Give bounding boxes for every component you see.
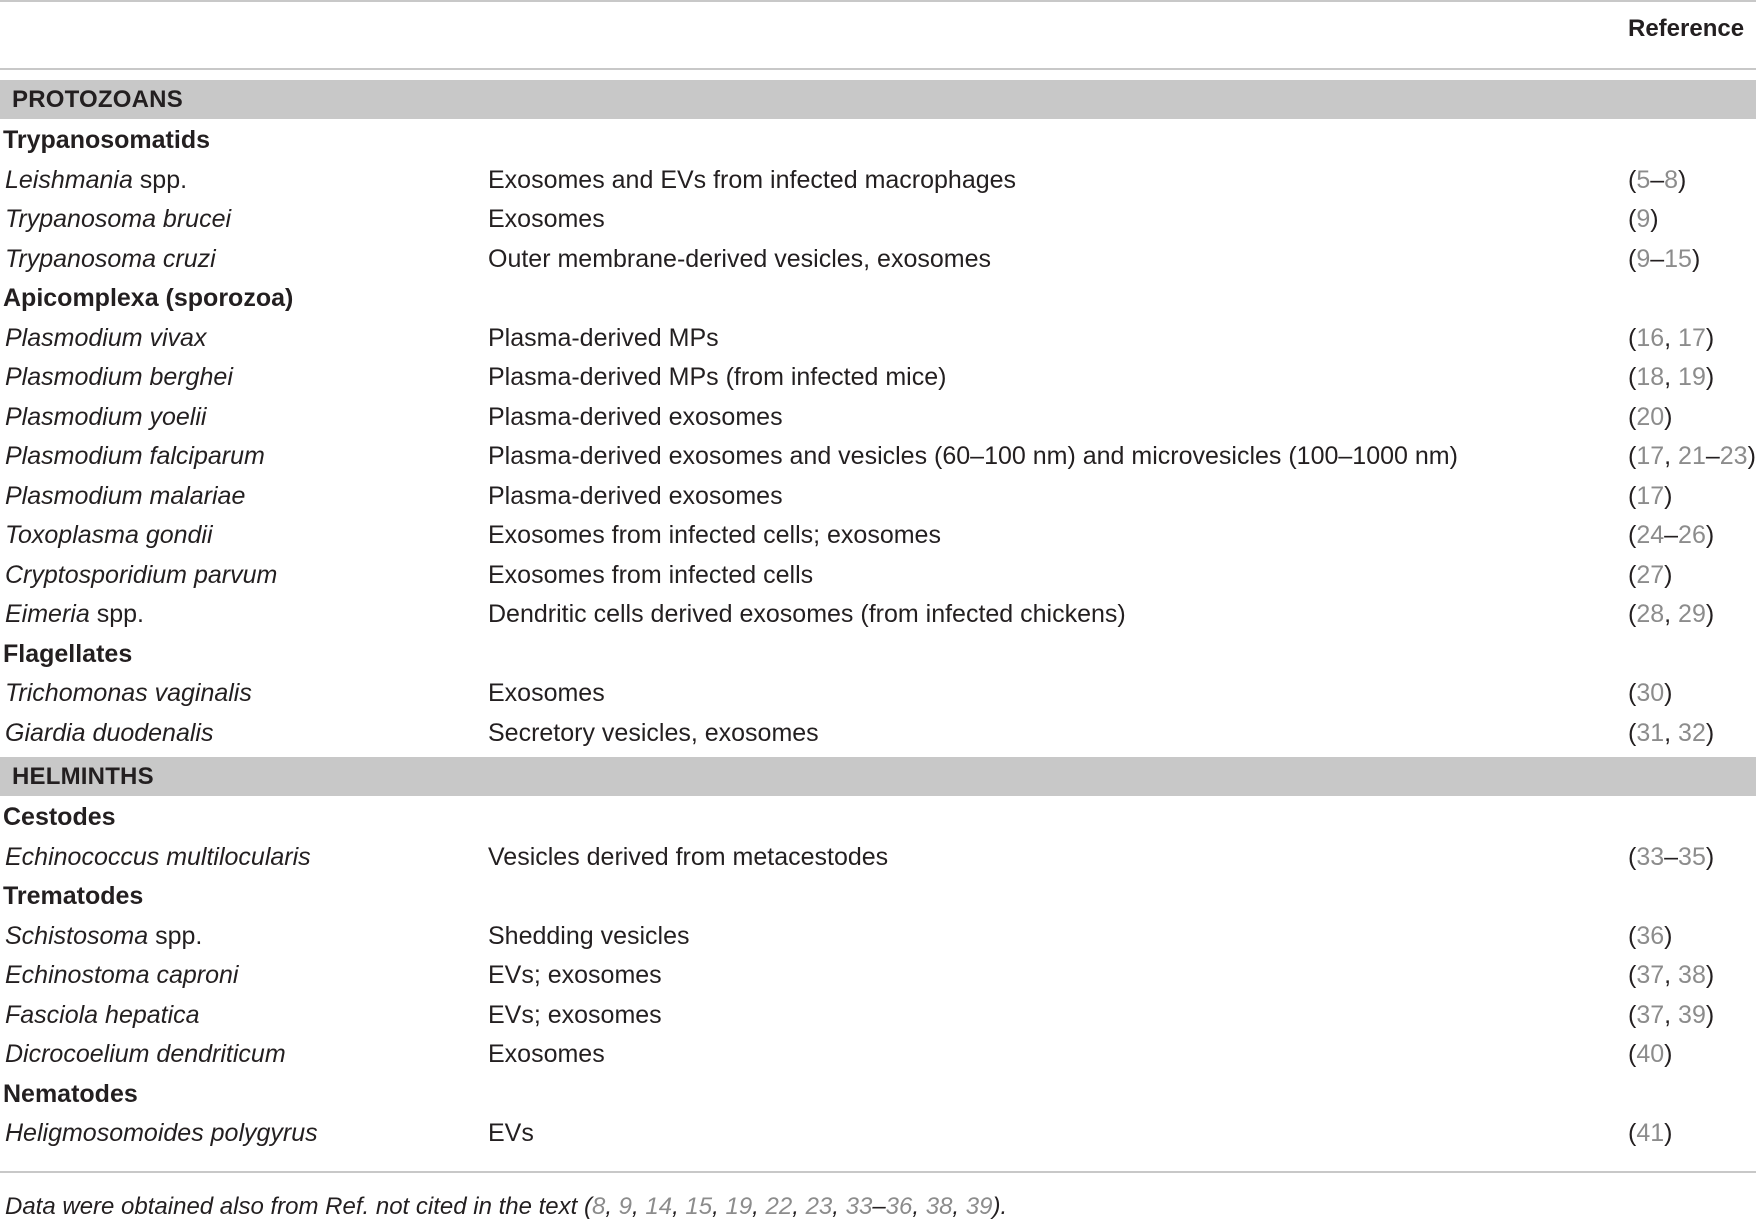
- reference-punct: (: [1628, 719, 1637, 747]
- reference-punct: ): [1664, 482, 1673, 510]
- organism-name: Plasmodium malariae: [5, 482, 246, 510]
- footnote-ref-link[interactable]: 36: [885, 1193, 913, 1220]
- organism-name: Fasciola hepatica: [5, 1001, 200, 1029]
- group-title: Nematodes: [3, 1080, 138, 1108]
- reference-punct: (: [1628, 403, 1637, 431]
- reference-punct: ): [1650, 205, 1659, 233]
- table-row: [0, 475, 1756, 515]
- vesicles-cell: Exosomes: [488, 205, 605, 233]
- vesicles-cell: Exosomes and EVs from infected macrophages: [488, 166, 1017, 194]
- organism-cell: [5, 403, 206, 432]
- reference-punct: (: [1628, 521, 1637, 549]
- reference-cell: [1628, 922, 1672, 951]
- reference-cell: [1628, 1001, 1714, 1030]
- group-cestodes: [0, 796, 1756, 836]
- vesicles-cell: Secretory vesicles, exosomes: [488, 719, 819, 747]
- reference-punct: ): [1705, 961, 1715, 989]
- reference-link[interactable]: 30: [1636, 679, 1665, 707]
- reference-punct: –: [1664, 521, 1679, 549]
- footnote-ref-punct: ,: [605, 1193, 619, 1220]
- reference-cell: [1628, 521, 1714, 550]
- reference-cell: [1628, 600, 1714, 629]
- group-title: Cestodes: [3, 803, 116, 831]
- table-row: [0, 954, 1756, 994]
- organism-cell: [5, 324, 206, 353]
- reference-punct: (: [1628, 922, 1637, 950]
- organism-name: Toxoplasma gondii: [5, 521, 213, 549]
- organism-name: Plasmodium yoelii: [5, 403, 207, 431]
- organism-name: Echinostoma caproni: [5, 961, 239, 989]
- reference-link[interactable]: 23: [1719, 442, 1748, 470]
- organism-name: Leishmania: [5, 166, 133, 194]
- reference-punct: ): [1664, 1119, 1673, 1147]
- reference-link[interactable]: 37: [1636, 1001, 1665, 1029]
- reference-link[interactable]: 9: [1636, 245, 1651, 273]
- group-title: Apicomplexa (sporozoa): [3, 284, 294, 312]
- reference-punct: (: [1628, 961, 1637, 989]
- organism-cell: [5, 521, 213, 550]
- table-row: [0, 672, 1756, 712]
- reference-punct: –: [1664, 843, 1679, 871]
- reference-punct: ): [1705, 521, 1715, 549]
- vesicles-cell: Plasma-derived MPs (from infected mice): [488, 363, 947, 391]
- organism-cell: [5, 1119, 318, 1148]
- reference-punct: ): [1705, 719, 1715, 747]
- reference-link[interactable]: 26: [1678, 521, 1706, 549]
- vesicles-cell: Plasma-derived MPs: [488, 324, 719, 352]
- header-rule: [0, 68, 1756, 70]
- reference-link[interactable]: 33: [1636, 843, 1665, 871]
- footnote-refs: [592, 1193, 993, 1220]
- footnote-ref-punct: ,: [632, 1193, 646, 1220]
- reference-cell: [1628, 1040, 1672, 1069]
- organism-name: Plasmodium berghei: [5, 363, 233, 391]
- organism-cell: [5, 1040, 286, 1069]
- reference-link[interactable]: 5: [1636, 166, 1651, 194]
- table-row: [0, 356, 1756, 396]
- group-apicomplexa: [0, 277, 1756, 317]
- footnote-ref-link[interactable]: 22: [765, 1193, 793, 1220]
- table-row: [0, 836, 1756, 876]
- reference-link[interactable]: 17: [1678, 324, 1706, 352]
- reference-punct: (: [1628, 166, 1637, 194]
- table-row: [0, 712, 1756, 752]
- footnote-ref-link[interactable]: 39: [965, 1193, 993, 1220]
- footnote-ref-link[interactable]: 15: [685, 1193, 713, 1220]
- reference-punct: –: [1650, 166, 1665, 194]
- reference-punct: ): [1705, 600, 1715, 628]
- reference-cell: [1628, 324, 1714, 353]
- organism-name: Eimeria: [5, 600, 90, 628]
- reference-link[interactable]: 40: [1636, 1040, 1665, 1068]
- footnote-ref-punct: –: [872, 1193, 886, 1220]
- vesicles-cell: EVs: [488, 1119, 534, 1147]
- table-row: [0, 1033, 1756, 1073]
- vesicles-cell: EVs; exosomes: [488, 1001, 662, 1029]
- table-row: [0, 1112, 1756, 1152]
- bottom-rule: [0, 1171, 1756, 1173]
- reference-link[interactable]: 36: [1636, 922, 1665, 950]
- organism-cell: [5, 245, 216, 274]
- footnote-ref-link[interactable]: 23: [805, 1193, 833, 1220]
- organism-name: Plasmodium falciparum: [5, 442, 265, 470]
- footnote-ref-link[interactable]: 8: [591, 1193, 606, 1220]
- group-title: Trematodes: [3, 882, 144, 910]
- organism-cell: [5, 1001, 200, 1030]
- reference-punct: –: [1650, 245, 1665, 273]
- table-row: [0, 593, 1756, 633]
- table-row: [0, 915, 1756, 955]
- vesicles-cell: Exosomes: [488, 679, 605, 707]
- section-title: PROTOZOANS: [12, 86, 183, 113]
- organism-name: Echinococcus multilocularis: [5, 843, 311, 871]
- group-trypanosomatids: [0, 119, 1756, 159]
- footnote-ref-link[interactable]: 33: [845, 1193, 873, 1220]
- footnote-ref-punct: ,: [832, 1193, 846, 1220]
- vesicles-cell: Outer membrane-derived vesicles, exosomes: [488, 245, 991, 273]
- reference-column-header: Reference: [1628, 15, 1745, 42]
- reference-cell: [1628, 561, 1672, 590]
- reference-punct: ,: [1664, 442, 1679, 470]
- reference-punct: ,: [1664, 363, 1679, 391]
- reference-punct: (: [1628, 679, 1637, 707]
- organism-cell: [5, 843, 311, 872]
- reference-link[interactable]: 27: [1636, 561, 1665, 589]
- reference-link[interactable]: 32: [1678, 719, 1706, 747]
- reference-punct: ): [1705, 324, 1715, 352]
- footnote-ref-punct: ,: [912, 1193, 926, 1220]
- table-row: [0, 994, 1756, 1034]
- table-row: [0, 317, 1756, 357]
- table-row: [0, 198, 1756, 238]
- vesicles-cell: EVs; exosomes: [488, 961, 662, 989]
- organism-name: Cryptosporidium parvum: [5, 561, 278, 589]
- reference-punct: ): [1664, 561, 1673, 589]
- organism-name: Heligmosomoides polygyrus: [5, 1119, 318, 1147]
- footnote-ref-punct: ,: [672, 1193, 686, 1220]
- vesicles-cell: Exosomes from infected cells; exosomes: [488, 521, 941, 549]
- reference-punct: ,: [1664, 1001, 1679, 1029]
- reference-link[interactable]: 18: [1636, 363, 1665, 391]
- reference-punct: (: [1628, 324, 1637, 352]
- group-nematodes: [0, 1073, 1756, 1113]
- reference-punct: ,: [1664, 600, 1679, 628]
- section-helminths: [0, 757, 1756, 796]
- footnote-ref-link[interactable]: 38: [925, 1193, 953, 1220]
- reference-punct: (: [1628, 363, 1637, 391]
- vesicles-cell: Exosomes from infected cells: [488, 561, 814, 589]
- vesicles-cell: Exosomes: [488, 1040, 605, 1068]
- section-title: HELMINTHS: [12, 763, 154, 790]
- reference-punct: (: [1628, 1040, 1637, 1068]
- reference-link[interactable]: 19: [1678, 363, 1706, 391]
- group-title: Flagellates: [3, 640, 133, 668]
- organism-suffix: spp.: [89, 600, 144, 628]
- group-title: Trypanosomatids: [3, 126, 210, 154]
- reference-link[interactable]: 17: [1636, 442, 1665, 470]
- vesicles-cell: Plasma-derived exosomes and vesicles (60–100 nm) and microvesicles (100–1000 nm): [488, 442, 1458, 470]
- reference-punct: ): [1705, 363, 1715, 391]
- section-protozoans: [0, 80, 1756, 119]
- reference-link[interactable]: 38: [1678, 961, 1706, 989]
- reference-link[interactable]: 39: [1678, 1001, 1706, 1029]
- table-row: [0, 396, 1756, 436]
- reference-link[interactable]: 21: [1678, 442, 1706, 470]
- organism-suffix: spp.: [132, 166, 188, 194]
- reference-punct: ): [1664, 1040, 1673, 1068]
- organism-cell: [5, 600, 144, 629]
- organism-cell: [5, 482, 245, 511]
- footnote-end: ).: [992, 1193, 1008, 1220]
- reference-punct: (: [1628, 1119, 1637, 1147]
- vesicles-cell: Dendritic cells derived exosomes (from infected chickens): [488, 600, 1126, 628]
- reference-punct: (: [1628, 561, 1637, 589]
- reference-cell: [1628, 961, 1714, 990]
- reference-link[interactable]: 31: [1636, 719, 1665, 747]
- group-trematodes: [0, 875, 1756, 915]
- reference-punct: ): [1747, 442, 1756, 470]
- reference-punct: ,: [1664, 719, 1679, 747]
- reference-punct: (: [1628, 205, 1637, 233]
- top-rule: [0, 0, 1756, 2]
- reference-punct: ): [1705, 1001, 1715, 1029]
- reference-punct: ): [1691, 245, 1701, 273]
- footnote-ref-link[interactable]: 14: [645, 1193, 673, 1220]
- reference-link[interactable]: 17: [1636, 482, 1665, 510]
- organism-cell: [5, 961, 238, 990]
- reference-punct: –: [1705, 442, 1720, 470]
- organism-cell: [5, 166, 187, 195]
- reference-punct: (: [1628, 442, 1637, 470]
- organism-cell: [5, 679, 252, 708]
- reference-link[interactable]: 37: [1636, 961, 1665, 989]
- reference-punct: ): [1664, 922, 1673, 950]
- reference-cell: [1628, 1119, 1672, 1148]
- reference-link[interactable]: 24: [1636, 521, 1665, 549]
- reference-cell: [1628, 245, 1700, 274]
- reference-link[interactable]: 28: [1636, 600, 1665, 628]
- reference-punct: (: [1628, 600, 1637, 628]
- reference-cell: [1628, 166, 1686, 195]
- footnote-ref-link[interactable]: 19: [725, 1193, 753, 1220]
- reference-cell: [1628, 363, 1714, 392]
- reference-punct: ): [1678, 166, 1687, 194]
- organism-name: Schistosoma: [5, 922, 149, 950]
- footnote-ref-punct: ,: [952, 1193, 966, 1220]
- reference-cell: [1628, 679, 1672, 708]
- reference-link[interactable]: 20: [1636, 403, 1665, 431]
- footnote-ref-punct: ,: [792, 1193, 806, 1220]
- vesicles-cell: Shedding vesicles: [488, 922, 690, 950]
- organism-name: Trypanosoma brucei: [5, 205, 232, 233]
- reference-punct: ,: [1664, 961, 1679, 989]
- reference-link[interactable]: 35: [1678, 843, 1706, 871]
- reference-link[interactable]: 29: [1678, 600, 1706, 628]
- footnote-ref-punct: ,: [752, 1193, 766, 1220]
- organism-name: Trypanosoma cruzi: [5, 245, 216, 273]
- vesicles-cell: Plasma-derived exosomes: [488, 482, 783, 510]
- organism-name: Plasmodium vivax: [5, 324, 207, 352]
- footnote-ref-link[interactable]: 9: [618, 1193, 633, 1220]
- reference-link[interactable]: 15: [1664, 245, 1692, 273]
- reference-cell: [1628, 719, 1714, 748]
- table-row: [0, 514, 1756, 554]
- organism-name: Trichomonas vaginalis: [5, 679, 252, 707]
- reference-cell: [1628, 403, 1672, 432]
- reference-cell: [1628, 442, 1756, 471]
- reference-punct: ): [1705, 843, 1715, 871]
- organism-suffix: spp.: [148, 922, 203, 950]
- table-row: [0, 435, 1756, 475]
- footnote-text: Data were obtained also from Ref. not cited in the text (: [5, 1193, 592, 1220]
- table-row: [0, 238, 1756, 278]
- reference-cell: [1628, 205, 1659, 234]
- reference-punct: ): [1664, 403, 1673, 431]
- reference-cell: [1628, 843, 1714, 872]
- vesicles-cell: Vesicles derived from metacestodes: [488, 843, 889, 871]
- reference-punct: (: [1628, 1001, 1637, 1029]
- organism-cell: [5, 719, 213, 748]
- organism-cell: [5, 922, 202, 951]
- organism-cell: [5, 205, 231, 234]
- organism-cell: [5, 442, 265, 471]
- reference-link[interactable]: 8: [1664, 166, 1679, 194]
- organism-name: Giardia duodenalis: [5, 719, 214, 747]
- organism-cell: [5, 561, 277, 590]
- reference-punct: (: [1628, 843, 1637, 871]
- table-row: [0, 159, 1756, 199]
- group-flagellates: [0, 633, 1756, 673]
- footnote-ref-punct: ,: [712, 1193, 726, 1220]
- reference-punct: ,: [1664, 324, 1679, 352]
- vesicles-cell: Plasma-derived exosomes: [488, 403, 783, 431]
- reference-link[interactable]: 16: [1636, 324, 1665, 352]
- table-row: [0, 554, 1756, 594]
- reference-punct: (: [1628, 482, 1637, 510]
- organism-name: Dicrocoelium dendriticum: [5, 1040, 286, 1068]
- reference-link[interactable]: 9: [1636, 205, 1651, 233]
- reference-punct: ): [1664, 679, 1673, 707]
- organism-cell: [5, 363, 233, 392]
- reference-cell: [1628, 482, 1672, 511]
- reference-punct: (: [1628, 245, 1637, 273]
- reference-link[interactable]: 41: [1636, 1119, 1665, 1147]
